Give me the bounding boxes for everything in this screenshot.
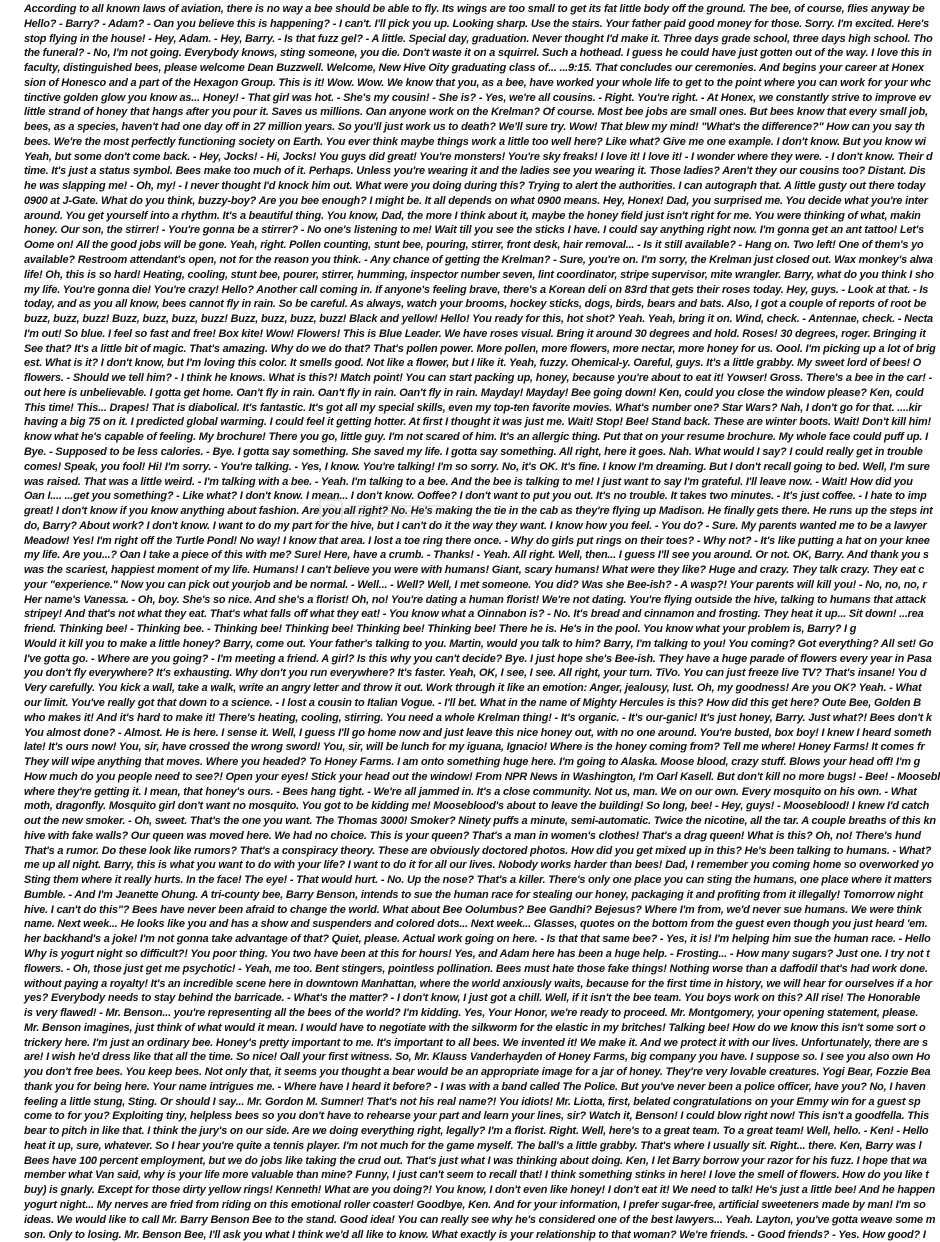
script-line: time. It's just a status symbol. Bees make too much of it. Perhaps. Unless you're wearing it and the ladies see you wearing it. Those ladies? Aren't they our cousins too? Distant. Dis bbox=[24, 165, 926, 178]
script-line: was raised. That was a little weird. - I'm talking with a bee. - Yeah. I'm talking to a bee. And the bee is talking to me! I just want to say I'm grateful. I'll leave now. - Wait! How did you bbox=[24, 475, 913, 488]
script-line: stripey! And that's not what they eat. That's what falls off what they eat! - You know what a Oinnabon is? - No. It's bread and cinnamon and frosting. They heat it up... Sit down! ...rea bbox=[24, 608, 924, 621]
script-line: According to all known laws of aviation, there is no way a bee should be able to fly. Its wings are too small to get its fat little body off the ground. The bee, of course, flies anyway be bbox=[24, 3, 925, 15]
script-line: I've gotta go. - Where are you going? - I'm meeting a friend. A girl? Is this why you can't decide? Bye. I just hope she's Bee-ish. They have a huge parade of flowers every year in Pasa bbox=[24, 652, 932, 665]
script-line: flowers. - Oh, those just get me psychotic! - Yeah, me too. Bent stingers, pointless pollination. Bees must hate those fake things! Nothing worse than a daffodil that's had work done. bbox=[24, 962, 928, 975]
script-line: faculty, distinguished bees, please welcome Dean Buzzwell. Welcome, New Hive Oity graduating class of... ...9:15. That concludes our ceremonies. And begins your career at Honex bbox=[24, 62, 924, 75]
script-line: Bye. - Supposed to be less calories. - Bye. I gotta say something. She saved my life. I gotta say something. All right, here it goes. Nah. What would I say? I could really get in trouble bbox=[24, 445, 923, 458]
script-line: today, and as you all know, bees cannot fly in rain. So be careful. As always, watch your brooms, hockey sticks, dogs, birds, bears and bats. Also, I got a couple of reports of root be bbox=[24, 298, 927, 311]
script-line: having a big 75 on it. I predicted global warming. I could feel it getting hotter. At first I thought it was just me. Wait! Stop! Bee! Stand back. These are winter boots. Wait! Don't kill him! bbox=[24, 416, 931, 429]
script-line: Bumble. - And I'm Jeanette Ohung. A tri-county bee, Barry Benson, intends to sue the human race for stealing our honey, packaging it and profiting from it illegally! Tomorrow night bbox=[24, 888, 923, 901]
script-line: without paying a royalty! It's an incredible scene here in downtown Manhattan, where the world anxiously waits, because for the first time in history, we will hear for ourselves if a hor bbox=[24, 977, 932, 990]
script-text-block bbox=[24, 2, 940, 1242]
script-line: comes! Speak, you fool! Hi! I'm sorry. - You're talking. - Yes, I know. You're talking! I'm so sorry. No, it's OK. It's fine. I know I'm dreaming. But I don't recall going to bed. Well, I'm sure bbox=[24, 460, 930, 473]
script-line: do, Barry? About work? I don't know. I want to do my part for the hive, but I can't do it the way they want. I know how you feel. - You do? - Sure. My parents wanted me to be a lawyer bbox=[24, 519, 927, 532]
script-line: tinctive golden glow you know as... Honey! - That girl was hot. - She's my cousin! - She is? - Yes, we're all cousins. - Right. You're right. - At Honex, we constantly strive to improve ev bbox=[24, 91, 931, 104]
script-line: bees, as a species, haven't had one day off in 27 million years. So you'll just work us to death? We'll sure try. Wow! That blew my mind! "What's the difference?" How can you say th bbox=[24, 121, 925, 134]
script-line: Would it kill you to make a little honey? Barry, come out. Your father's talking to you. Martin, would you talk to him? Barry, I'm talking to you! You coming? Got everything? All set! Go bbox=[24, 637, 934, 650]
script-line: Yeah, but some don't come back. - Hey, Jocks! - Hi, Jocks! You guys did great! You're monsters! You're sky freaks! I love it! I love it! - I wonder where they were. - I don't know. Their d bbox=[24, 150, 933, 163]
script-line: you don't fly everywhere? It's exhausting. Why don't you run everywhere? It's faster. Yeah, OK, I see, I see. All right, your turn. TiVo. You can just freeze live TV? That's insane! You d bbox=[24, 667, 927, 680]
script-line: you don't free bees. You keep bees. Not only that, it seems you thought a bear would be an appropriate image for a jar of honey. They're very lovable creatures. Yogi Bear, Fozzie Bea bbox=[24, 1066, 931, 1079]
script-line: great! I don't know if you know anything about fashion. Are you all right? No. He's making the tie in the cab as they're flying up Madison. He finally gets there. He runs up the steps int bbox=[24, 505, 933, 518]
script-line: son. Only to losing. Mr. Benson Bee, I'll ask you what I think we'd all like to know. What exactly is your relationship to that woman? We're friends. - Good friends? - Yes. How good? I bbox=[24, 1228, 926, 1241]
script-line: feeling a little stung, Sting. Or should I say... Mr. Gordon M. Sumner! That's not his real name?! You idiots! Mr. Liotta, first, belated congratulations on your Emmy win for a guest sp bbox=[24, 1095, 921, 1108]
script-line: Why is yogurt night so difficult?! You poor thing. You two have been at this for hours! Yes, and Adam here has been a huge help. - Frosting... - How many sugars? Just one. I try not t bbox=[24, 948, 930, 960]
script-line: available? Restroom attendant's open, not for the reason you think. - Any chance of getting the Krelman? - Sure, you're on. I'm sorry, the Krelman just closed out. Wax monkey's alwa bbox=[24, 254, 933, 267]
script-line: where they're getting it. I mean, that honey's ours. - Bees hang tight. - We're all jammed in. It's a close community. Not us, man. We on our own. Every mosquito on his own. - What bbox=[24, 785, 917, 798]
script-line: is very flawed! - Mr. Benson... you're representing all the bees of the world? I'm kidding. Yes, Your Honor, we're ready to proceed. Mr. Montgomery, your opening statement, please. bbox=[24, 1007, 919, 1020]
script-line: life! Oh, this is so hard! Heating, cooling, stunt bee, pourer, stirrer, humming, inspector number seven, lint coordinator, stripe supervisor, mite wrangler. Barry, what do you think I sho bbox=[24, 268, 934, 281]
script-line: stop flying in the house! - Hey, Adam. - Hey, Barry. - Is that fuzz gel? - A little. Special day, graduation. Never thought I'd make it. Three days grade school, three days high school. Tho bbox=[24, 32, 933, 45]
script-line: Sting them where it really hurts. In the face! The eye! - That would hurt. - No. Up the nose? That's a killer. There's only one place you can sting the humans, one place where it matters bbox=[24, 874, 932, 887]
script-line: This time! This... Drapes! That is diabolical. It's fantastic. It's got all my special skills, even my top-ten favorite movies. What's number one? Star Wars? Nah, I don't go for that. ....kir bbox=[24, 401, 922, 414]
script-line: That's a rumor. Do these look like rumors? That's a conspiracy theory. These are obviously doctored photos. How did you get mixed up in this? He's been talking to humans. - What? bbox=[24, 844, 932, 857]
script-line: buzz, buzz, buzz! Buzz, buzz, buzz, buzz! Buzz, buzz, buzz, buzz! Black and yellow! Hello! You ready for this, hot shot? Yeah. Yeah, bring it on. Wind, check. - Antennae, check. - Necta bbox=[24, 313, 933, 326]
script-line: friend. Thinking bee! - Thinking bee. - Thinking bee! Thinking bee! Thinking bee! Thinking bee! There he is. He's in the pool. You know what your problem is, Barry? I g bbox=[24, 623, 857, 636]
script-line: my life. Are you...? Oan I take a piece of this with me? Sure! Here, have a crumb. - Thanks! - Yeah. All right. Well, then... I guess I'll see you around. Or not. OK, Barry. And thank you s bbox=[24, 549, 929, 562]
script-line: Hello? - Barry? - Adam? - Oan you believe this is happening? - I can't. I'll pick you up. Looking sharp. Use the stairs. Your father paid good money for those. Sorry. I'm excited. Here's bbox=[24, 17, 929, 30]
script-line: flowers. - Should we tell him? - I think he knows. What is this?! Match point! You can start packing up, honey, because you're about to eat it! Yowser! Gross. There's a bee in the car! - bbox=[24, 372, 933, 385]
script-line: are! I wish he'd dress like that all the time. So nice! Oall your first witness. So, Mr. Klauss Vanderhayden of Honey Farms, big company you have. I suppose so. I see you also own Ho bbox=[24, 1051, 931, 1064]
script-line: thank you for being here. Your name intrigues me. - Where have I heard it before? - I was with a band called The Police. But you've never been a police officer, have you? No, I haven bbox=[24, 1080, 926, 1093]
script-line: Oome on! All the good jobs will be gone. Yeah, right. Pollen counting, stunt bee, pouring, stirrer, front desk, hair removal... - Is it still available? - Hang on. Two left! One of them's yo bbox=[24, 239, 924, 252]
script-line: You almost done? - Almost. He is here. I sense it. Well, I guess I'll go home now and just leave this nice honey out, with no one around. You're busted, box boy! I knew I heard someth bbox=[24, 726, 932, 739]
script-line: my life. You're gonna die! You're crazy! Hello? Another call coming in. If anyone's feeling brave, there's a Korean deli on 83rd that gets their roses today. Hey, guys. - Look at that. - Is bbox=[24, 283, 929, 296]
script-line: Meadow! Yes! I'm right off the Turtle Pond! No way! I know that area. I lost a toe ring there once. - Why do girls put rings on their toes? - Why not? - It's like putting a hat on your knee bbox=[24, 534, 930, 547]
script-line: Bees have 100 percent employment, but we do jobs like taking the crud out. That's just what I was thinking about doing. Ken, I let Barry borrow your razor for his fuzz. I hope that wa bbox=[24, 1154, 927, 1167]
script-line: Very carefully. You kick a wall, take a walk, write an angry letter and throw it out. Work through it like an emotion: Anger, jealousy, lust. Oh, my goodness! Are you OK? Yeah. - What bbox=[24, 682, 922, 695]
script-line: trickery here. I'm just an ordinary bee. Honey's pretty important to me. It's important to all bees. We invented it! We make it. And we protect it with our lives. Unfortunately, there are s bbox=[24, 1036, 928, 1049]
script-line: know what he's capable of feeling. My brochure! There you go, little guy. I'm not scared of him. It's an allergic thing. Put that on your resume brochure. My whole face could puff up. I bbox=[24, 431, 928, 444]
script-line: ideas. We would like to call Mr. Barry Benson Bee to the stand. Good idea! You can really see why he's considered one of the best lawyers... Yeah. Layton, you've gotta weave some m bbox=[24, 1213, 936, 1226]
script-line: little strand of honey that hangs after you pour it. Saves us millions. Oan anyone work on the Krelman? Of course. Most bee jobs are small ones. But bees know that every small job, bbox=[24, 106, 928, 119]
script-line: Oan I.... ...get you something? - Like what? I don't know. I mean... I don't know. Ooffee? I don't want to put you out. It's no trouble. It takes two minutes. - It's just coffee. - I hate to imp bbox=[24, 490, 927, 503]
script-line: They will wipe anything that moves. Where you headed? To Honey Farms. I am onto something huge here. I'm going to Alaska. Moose blood, crazy stuff. Blows your head off! I'm g bbox=[24, 756, 921, 769]
script-line: late! It's ours now! You, sir, have crossed the wrong sword! You, sir, will be lunch for my iguana, Ignacio! Where is the honey coming from? Tell me where! Honey Farms! It comes fr bbox=[24, 741, 925, 754]
script-line: our limit. You've really got that down to a science. - I lost a cousin to Italian Vogue. - I'll bet. What in the name of Mighty Hercules is this? How did this get here? Oute Bee, Golden B bbox=[24, 696, 921, 709]
script-line: 0900 at J-Gate. What do you think, buzzy-boy? Are you bee enough? I might be. It all depends on what 0900 means. Hey, Honex! Dad, you surprised me. You decide what you're inter bbox=[24, 194, 928, 207]
script-line: yogurt night... My nerves are fried from riding on this emotional roller coaster! Goodbye, Ken. And for your information, I prefer sugar-free, artificial sweeteners made by man! I'm so bbox=[24, 1199, 926, 1212]
script-line: I'm out! So blue. I feel so fast and free! Box kite! Wow! Flowers! This is Blue Leader. We have roses visual. Bring it around 30 degrees and hold. Roses! 30 degrees, roger. Bringing it bbox=[24, 327, 926, 340]
script-line: me up all night. Barry, this is what you want to do with your life? I want to do it for all our lives. Nobody works harder than bees! Dad, I remember you coming home so overworked yo bbox=[24, 859, 934, 872]
script-line: hive. I can't do this"? Bees have never been afraid to change the world. What about Bee Oolumbus? Bee Gandhi? Bejesus? Where I'm from, we'd never sue humans. We were think bbox=[24, 903, 922, 916]
script-line: her backhand's a joke! I'm not gonna take advantage of that? Quiet, please. Actual work going on here. - Is that that same bee? - Yes, it is! I'm helping him sue the human race. - Hello bbox=[24, 933, 931, 946]
script-line: See that? It's a little bit of magic. That's amazing. Why do we do that? That's pollen power. More pollen, more flowers, more nectar, more honey for us. Oool. I'm picking up a lot of brig bbox=[24, 342, 936, 355]
script-line: How much do you people need to see?! Open your eyes! Stick your head out the window! From NPR News in Washington, I'm Oarl Kasell. But don't kill no more bugs! - Bee! - Moosebl bbox=[24, 770, 940, 783]
script-line: heat it up, sure, whatever. So I hear you're quite a tennis player. I'm not much for the game myself. The ball's a little grabby. That's where I usually sit. Right... there. Ken, Barry was l bbox=[24, 1139, 922, 1152]
script-line: was the scariest, happiest moment of my life. Humans! I can't believe you were with humans! Giant, scary humans! What were they like? Huge and crazy. They talk crazy. They eat c bbox=[24, 564, 925, 577]
script-line: honey. Our son, the stirrer! - You're gonna be a stirrer? - No one's listening to me! Wait till you see the sticks I have. I could say anything right now. I'm gonna get an ant tattoo! Let's bbox=[24, 224, 924, 237]
script-line: buy) is gnarly. Except for those dirty yellow rings! Kenneth! What are you doing?! You know, I don't even like honey! I don't eat it! We need to talk! He's just a little bee! And he happen bbox=[24, 1184, 936, 1197]
script-line: your "experience." Now you can pick out yourjob and be normal. - Well... - Well? Well, I met someone. You did? Was she Bee-ish? - A wasp?! Your parents will kill you! - No, no, no, r bbox=[24, 578, 927, 591]
script-line: Mr. Benson imagines, just think of what would it mean. I would have to negotiate with the silkworm for the elastic in my britches! Talking bee! How do we know this isn't some sort o bbox=[24, 1021, 926, 1034]
script-line: who makes it! And it's hard to make it! There's heating, cooling, stirring. You need a whole Krelman thing! - It's organic. - It's our-ganic! It's just honey, Barry. Just what?! Bees don't k bbox=[24, 711, 932, 724]
script-line: hive with fake walls? Our queen was moved here. We had no choice. This is your queen? That's a man in women's clothes! That's a drag queen! What is this? Oh, no! There's hund bbox=[24, 829, 921, 842]
script-line: moth, dragonfly. Mosquito girl don't want no mosquito. You got to be kidding me! Mooseblood's about to leave the building! So long, bee! - Hey, guys! - Mooseblood! I knew I'd catch bbox=[24, 800, 930, 813]
script-line: come to for you? Exploiting tiny, helpless bees so you don't have to rehearse your part and learn your lines, sir? Watch it, Benson! I could blow right now! This isn't a goodfella. This bbox=[24, 1110, 929, 1123]
script-line: out here is unbelievable. I gotta get home. Oan't fly in rain. Oan't fly in rain. Oan't fly in rain. Mayday! Mayday! Bee going down! Ken, could you close the window please? Ken, could bbox=[24, 386, 924, 399]
script-line: bees. We're the most perfectly functioning society on Earth. You ever think maybe things work a little too well here? Like what? Give me one example. I don't know. But you know wi bbox=[24, 135, 926, 148]
script-line: around. You get yourself into a rhythm. It's a beautiful thing. You know, Dad, the more I think about it, maybe the honey field just isn't right for me. You were thinking of what, makin bbox=[24, 209, 921, 222]
script-line: out the new smoker. - Oh, sweet. That's the one you want. The Thomas 3000! Smoker? Ninety puffs a minute, semi-automatic. Twice the nicotine, all the tar. A couple breaths of this kn bbox=[24, 815, 936, 828]
script-line: bear to pitch in like that. I think the jury's on our side. Are we doing everything right, legally? I'm a florist. Right. Well, here's to a great team. To a great team! Well, hello. - Ken! - Hello bbox=[24, 1125, 929, 1138]
script-line: Her name's Vanessa. - Oh, boy. She's so nice. And she's a florist! Oh, no! You're dating a human florist! We're not dating. You're flying outside the hive, talking to humans that attack bbox=[24, 593, 926, 606]
script-line: the funeral? - No, I'm not going. Everybody knows, sting someone, you die. Don't waste it on a squirrel. Such a hothead. I guess he could have just gotten out of the way. I love this in bbox=[24, 47, 932, 60]
script-line: member what Van said, why is your life more valuable than mine? Funny, I just can't seem to recall that! I think something stinks in here! I love the smell of flowers. How do you like t bbox=[24, 1169, 929, 1182]
script-line: est. What is it? I don't know, but I'm loving this color. It smells good. Not like a flower, but I like it. Yeah, fuzzy. Ohemical-y. Oareful, guys. It's a little grabby. My sweet lord of bees! O bbox=[24, 357, 922, 370]
script-line: yes? Everybody needs to stay behind the barricade. - What's the matter? - I don't know, I just got a chill. Well, if it isn't the bee team. You boys work on this? All rise! The Honorable bbox=[24, 992, 921, 1005]
script-line: name. Next week... He looks like you and has a show and suspenders and colored dots... Next week... Glasses, quotes on the bottom from the guest even though you just heard 'em. bbox=[24, 918, 928, 931]
script-line: he was slapping me! - Oh, my! - I never thought I'd knock him out. What were you doing during this? Trying to alert the authorities. I can autograph that. A little gusty out there today bbox=[24, 180, 926, 193]
script-line: sion of Honesco and a part of the Hexagon Group. This is it! Wow. Wow. We know that you, as a bee, have worked your whole life to get to the point where you can work for your whc bbox=[24, 76, 931, 89]
